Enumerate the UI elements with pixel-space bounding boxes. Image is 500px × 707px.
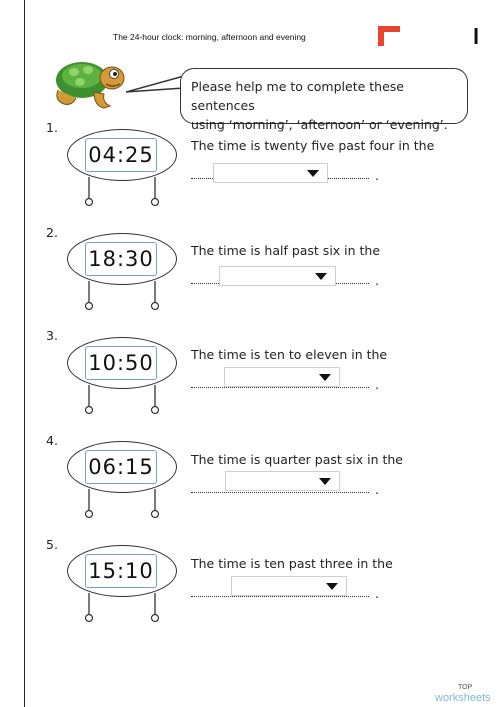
dropdown-arrow-icon — [315, 273, 327, 280]
sentence-period: . — [375, 482, 379, 497]
digital-clock — [67, 441, 177, 517]
question-number: 4. — [46, 433, 58, 448]
speech-bubble-tail — [126, 70, 186, 100]
sentence-period: . — [375, 168, 379, 183]
logo-letter: l — [473, 24, 480, 49]
clock-time: 15:10 — [85, 554, 157, 588]
answer-dropdown[interactable] — [213, 163, 328, 183]
digital-clock — [67, 233, 177, 309]
question-number: 3. — [46, 328, 58, 343]
sentence-period: . — [375, 586, 379, 601]
clock-time: 04:25 — [85, 138, 157, 172]
question-sentence: The time is quarter past six in the — [191, 452, 403, 467]
worksheet-title: The 24-hour clock: morning, afternoon and evening — [113, 32, 306, 42]
bubble-line-2: using ‘morning’, ‘afternoon’ or ‘evening’. — [191, 117, 448, 132]
dropdown-arrow-icon — [307, 170, 319, 177]
digital-clock — [67, 337, 177, 413]
speech-bubble — [180, 68, 468, 132]
turtle-mascot-icon — [50, 56, 130, 112]
answer-dropdown[interactable] — [219, 266, 336, 286]
question-number: 1. — [46, 120, 58, 135]
digital-clock — [67, 129, 177, 205]
dropdown-arrow-icon — [319, 478, 331, 485]
page-left-border — [24, 0, 25, 707]
answer-dropdown[interactable] — [225, 471, 340, 491]
answer-dotted-line — [191, 596, 369, 597]
answer-dropdown[interactable] — [224, 367, 340, 387]
answer-dropdown[interactable] — [231, 576, 347, 596]
digital-clock — [67, 545, 177, 621]
question-sentence: The time is ten past three in the — [191, 556, 393, 571]
question-sentence: The time is ten to eleven in the — [191, 347, 388, 362]
dropdown-arrow-icon — [319, 374, 331, 381]
answer-dotted-line — [191, 492, 369, 493]
question-number: 2. — [46, 225, 58, 240]
question-number: 5. — [46, 537, 58, 552]
bubble-line-1: Please help me to complete these sentences — [191, 79, 404, 113]
sentence-period: . — [375, 273, 379, 288]
logo-red-mark — [374, 24, 402, 48]
question-sentence: The time is twenty five past four in the — [191, 138, 435, 153]
sentence-period: . — [375, 377, 379, 392]
question-sentence: The time is half past six in the — [191, 243, 381, 258]
clock-time: 18:30 — [85, 242, 157, 276]
clock-time: 10:50 — [85, 346, 157, 380]
footer-brand-worksheets: worksheets — [435, 692, 491, 704]
footer-brand-top: TOP — [458, 684, 473, 691]
dropdown-arrow-icon — [326, 583, 338, 590]
clock-time: 06:15 — [85, 450, 157, 484]
answer-dotted-line — [191, 387, 369, 388]
